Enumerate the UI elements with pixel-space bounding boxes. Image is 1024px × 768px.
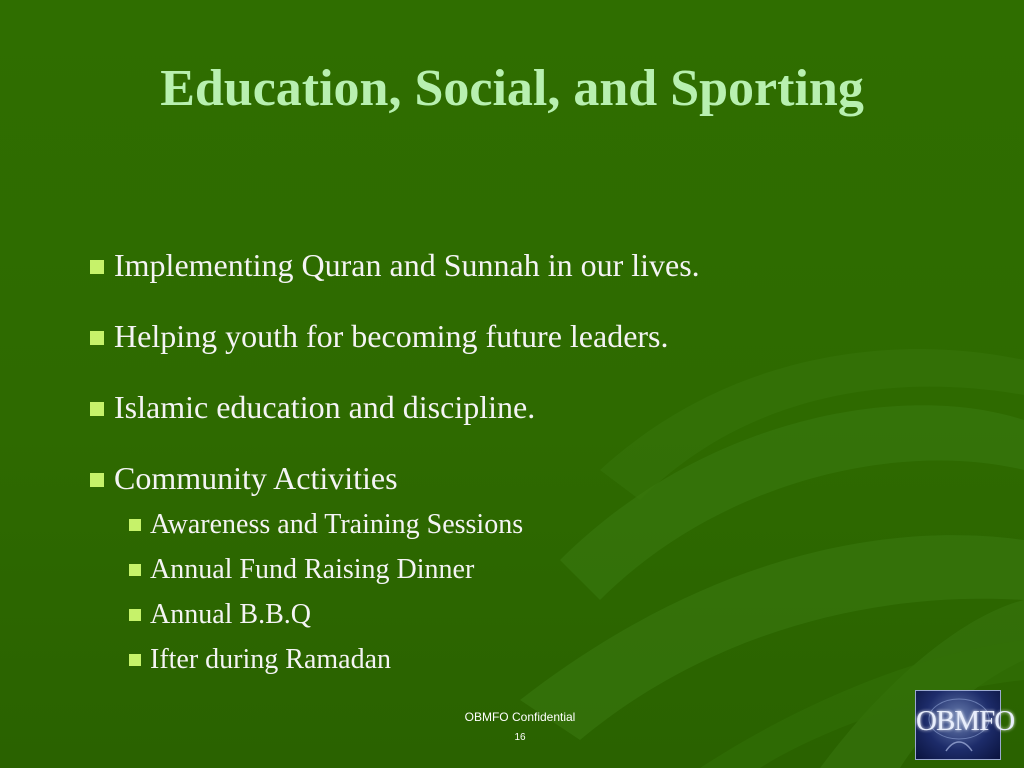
obmfo-logo [915, 690, 1015, 760]
footer-page-number: 16 [514, 732, 526, 743]
bullet-item [88, 382, 700, 432]
bullet-text: Implementing Quran and Sunnah in our lives. [114, 247, 700, 283]
square-bullet-icon [129, 654, 141, 666]
sub-bullet-item [126, 547, 738, 592]
sub-bullet-item [126, 502, 738, 547]
sub-bullet-item [126, 637, 738, 682]
square-bullet-icon [90, 331, 104, 345]
logo-text: OBMFO [916, 705, 1015, 737]
square-bullet-icon [90, 473, 104, 487]
square-bullet-icon [129, 519, 141, 531]
sub-bullet-text: Awareness and Training Sessions [150, 509, 524, 540]
bullet-item [88, 453, 700, 503]
square-bullet-icon [90, 260, 104, 274]
bullet-text: Islamic education and discipline. [114, 389, 536, 425]
square-bullet-icon [90, 402, 104, 416]
bullet-list [88, 240, 700, 682]
sub-bullet-text: Ifter during Ramadan [150, 644, 392, 675]
square-bullet-icon [129, 564, 141, 576]
sub-bullet-list [126, 502, 738, 682]
sub-bullet-item [126, 592, 738, 637]
bullet-text: Community Activities [114, 460, 398, 496]
footer-confidential: OBMFO Confidential [464, 710, 576, 724]
slide-title: Education, Social, and Sporting [160, 60, 864, 117]
square-bullet-icon [129, 609, 141, 621]
bullet-item [88, 240, 700, 290]
sub-bullet-text: Annual Fund Raising Dinner [150, 554, 475, 585]
sub-bullet-text: Annual B.B.Q [150, 599, 311, 630]
bullet-text: Helping youth for becoming future leaders. [114, 318, 669, 354]
bullet-item [88, 311, 700, 361]
